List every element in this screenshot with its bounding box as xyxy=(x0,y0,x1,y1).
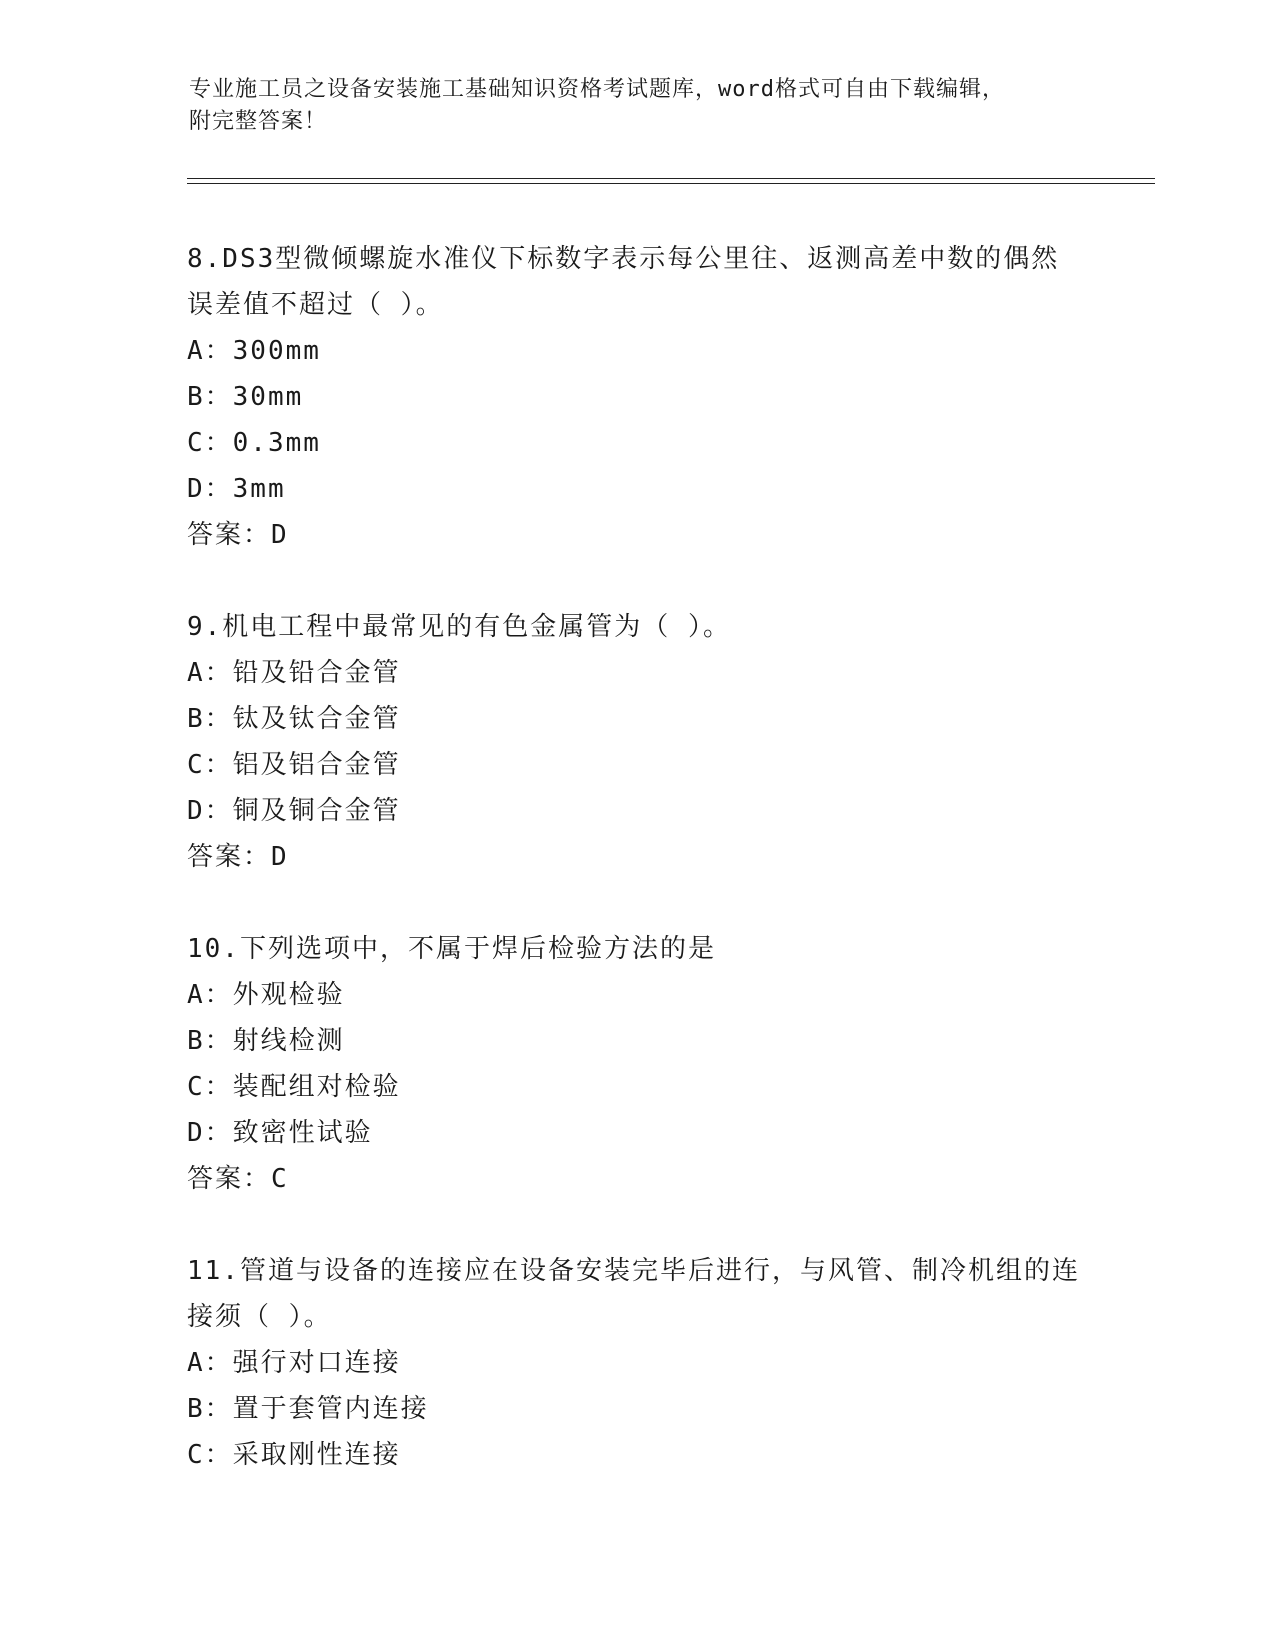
answer-option xyxy=(187,374,1087,420)
answer-option xyxy=(187,1064,1087,1110)
answer-option xyxy=(187,788,1087,834)
option-key: C： xyxy=(187,1072,233,1102)
option-text: 铝及铝合金管 xyxy=(232,750,401,780)
option-text: 3mm xyxy=(232,474,286,504)
option-key: A： xyxy=(187,980,233,1010)
question-block xyxy=(187,926,1087,1202)
option-key: D： xyxy=(187,1118,233,1148)
answer-option xyxy=(187,650,1087,696)
option-text: 铜及铜合金管 xyxy=(232,796,401,826)
option-text: 射线检测 xyxy=(232,1026,345,1056)
option-text: 30mm xyxy=(232,382,304,412)
option-key: A： xyxy=(187,1348,233,1378)
option-text: 致密性试验 xyxy=(232,1118,373,1148)
question-list xyxy=(187,236,1087,1524)
answer-option xyxy=(187,1386,1087,1432)
option-key: B： xyxy=(187,1026,233,1056)
option-text: 铅及铅合金管 xyxy=(232,658,401,688)
option-key: B： xyxy=(187,382,233,412)
option-text: 0.3mm xyxy=(232,428,321,458)
option-key: C： xyxy=(187,428,233,458)
option-key: C： xyxy=(187,750,233,780)
header-divider-bottom xyxy=(187,183,1155,184)
option-key: C： xyxy=(187,1440,233,1470)
option-text: 装配组对检验 xyxy=(232,1072,401,1102)
option-text: 采取刚性连接 xyxy=(232,1440,401,1470)
answer-option xyxy=(187,1432,1087,1478)
option-key: B： xyxy=(187,1394,233,1424)
question-stem: 11.管道与设备的连接应在设备安装完毕后进行，与风管、制冷机组的连接须（ ）。 xyxy=(187,1256,1080,1332)
question-stem: 8.DS3型微倾螺旋水准仪下标数字表示每公里往、返测高差中数的偶然误差值不超过（ ）。 xyxy=(187,244,1060,320)
answer-option xyxy=(187,1110,1087,1156)
option-text: 300mm xyxy=(232,336,321,366)
option-key: D： xyxy=(187,474,233,504)
option-text: 置于套管内连接 xyxy=(232,1394,429,1424)
option-key: D： xyxy=(187,796,233,826)
answer-option xyxy=(187,1018,1087,1064)
answer-option xyxy=(187,742,1087,788)
option-text: 强行对口连接 xyxy=(232,1348,401,1378)
question-stem: 9.机电工程中最常见的有色金属管为（ ）。 xyxy=(187,612,731,642)
question-stem: 10.下列选项中，不属于焊后检验方法的是 xyxy=(187,934,716,964)
answer-option xyxy=(187,1340,1087,1386)
answer-line: 答案：D xyxy=(187,842,289,872)
question-block xyxy=(187,1248,1087,1478)
option-key: A： xyxy=(187,336,233,366)
option-key: A： xyxy=(187,658,233,688)
header-line-1: 专业施工员之设备安装施工基础知识资格考试题库，word格式可自由下载编辑， xyxy=(189,77,1005,102)
answer-line: 答案：D xyxy=(187,520,289,550)
option-key: B： xyxy=(187,704,233,734)
question-block xyxy=(187,236,1087,558)
option-text: 外观检验 xyxy=(232,980,345,1010)
answer-option xyxy=(187,328,1087,374)
answer-option xyxy=(187,972,1087,1018)
question-block xyxy=(187,604,1087,880)
answer-line: 答案：C xyxy=(187,1164,289,1194)
answer-option xyxy=(187,466,1087,512)
document-header xyxy=(189,74,1089,138)
header-line-2: 附完整答案！ xyxy=(189,109,328,134)
option-text: 钛及钛合金管 xyxy=(232,704,401,734)
header-divider-top xyxy=(187,178,1155,179)
answer-option xyxy=(187,696,1087,742)
answer-option xyxy=(187,420,1087,466)
